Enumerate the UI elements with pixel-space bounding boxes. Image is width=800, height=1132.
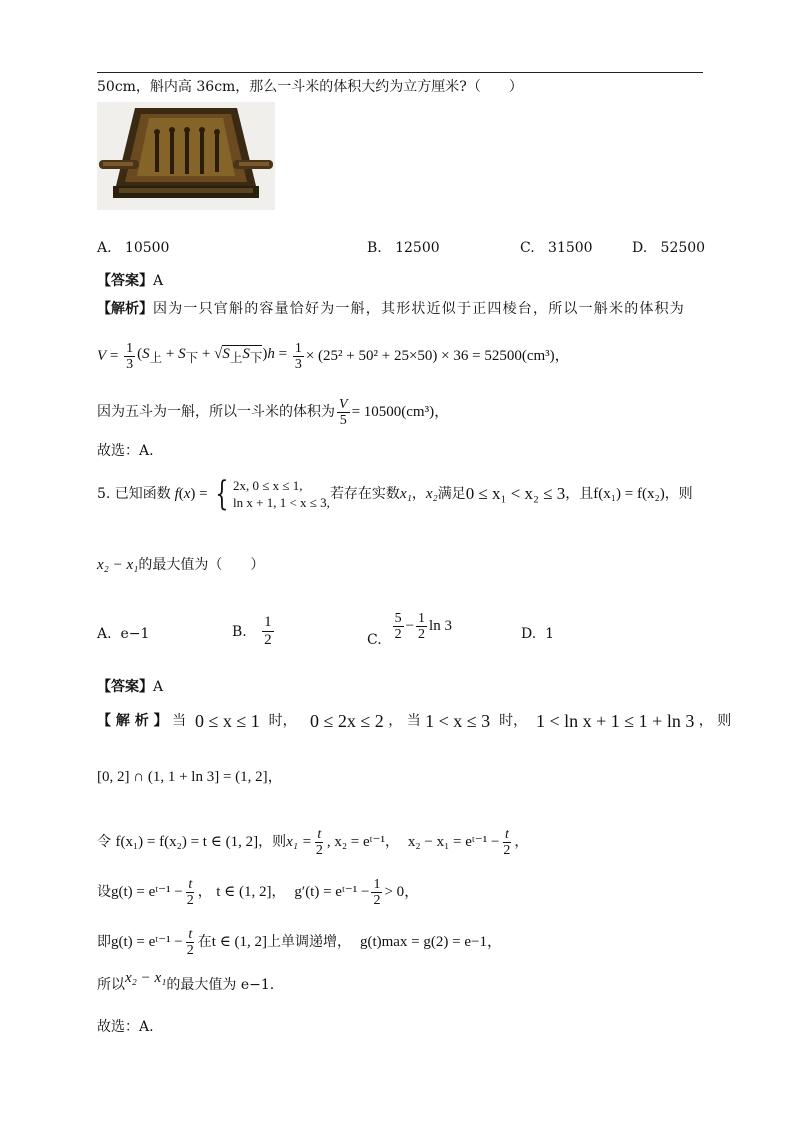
option-b: B. 12500 — [367, 240, 440, 256]
conclusion-q5: 故选：A. — [97, 1019, 154, 1035]
option-c: C. $\frac{5}{2}$ − $\frac{1}{2}$ ln 3 — [367, 610, 452, 648]
analysis-line: 【 解 析 】 当 0 ≤ x ≤ 1 时 ， 0 ≤ 2x ≤ 2 ， 当 1 < x ≤ 3 时 ， 1 < ln x + 1 ≤ 1 + ln 3 ， 则 — [97, 711, 732, 731]
option-b: B. $\frac{1}{2}$ — [232, 614, 272, 648]
option-a: A. e−1 — [97, 626, 150, 642]
volume-formula: V = $\frac{1}{3}$ $(S_上 + S_下 + √S_上S_下)h$ = $\frac{1}{3}$ × (25² + 50² + 25×50) × 36 = 52500(cm³)， — [97, 340, 570, 372]
answer-line: 【答案】A — [97, 679, 164, 695]
question-5-ask: x₂ − x₁的最大值为（ ） — [97, 557, 265, 573]
monotonic-line: 即 g(t) = eᵗ⁻¹ − $\frac{t}{2}$ 在 t ∈ (1, 2] 上单调递增， g(t)max = g(2) = e−1， — [97, 926, 502, 958]
result-line: 所以 x₂ − x₁ 的最大值为 e−1. — [97, 970, 275, 993]
option-a: A. 10500 — [97, 240, 170, 256]
option-d: D. 1 — [521, 626, 555, 642]
analysis-line: 【解析】因为一只官斛的容量恰好为一斛，其形状近似于正四棱台，所以一斛米的体积为 — [97, 301, 685, 317]
grain-measure-photo — [97, 102, 275, 210]
substitution-line: 令 f(x₁) = f(x₂) = t ∈ (1, 2] ，则 x₁ = $\frac{t}{2}$ , x₂ = eᵗ⁻¹ ， x₂ − x₁ = eᵗ⁻¹ − $\frac{t}{2}$ ， — [97, 826, 529, 858]
one-dou-volume: 因为五斗为一斛，所以一斗米的体积为 $\frac{V}{5}$ = 10500(cm³)， — [97, 396, 450, 428]
conclusion-q4: 故选：A. — [97, 443, 154, 459]
header-rule — [97, 72, 703, 73]
option-d: D. 52500 — [632, 240, 706, 256]
piece-2: ln x + 1, 1 < x ≤ 3, — [233, 495, 330, 510]
formula-result: = 52500(cm³)， — [472, 348, 570, 364]
define-g-line: 设 g(t) = eᵗ⁻¹ − $\frac{t}{2}$ ， t ∈ (1, 2] ， g′(t) = eᵗ⁻¹ − $\frac{1}{2}$ > 0， — [97, 876, 420, 908]
piece-1: 2x, 0 ≤ x ≤ 1, — [233, 478, 303, 493]
question-5-stem: 5. 已知函数 f(x) = { 2x, 0 ≤ x ≤ 1, ln x + 1, 1 < x ≤ 3, 若存在实数 x₁ ， x₂ 满足 0 ≤ x₁ < x₂ ≤ 3 ，且 f(x₁) = f(x₂) ，则 — [97, 474, 693, 514]
option-c: C. 31500 — [520, 240, 593, 256]
question-stem: 50cm，斛内高 36cm，那么一斗米的体积大约为立方厘米?（ ） — [97, 79, 523, 95]
grain-measure-illustration — [97, 102, 275, 210]
interval-intersection: [0, 2] ∩ (1, 1 + ln 3] = (1, 2]， — [97, 769, 283, 785]
answer-line: 【答案】A — [97, 273, 164, 289]
